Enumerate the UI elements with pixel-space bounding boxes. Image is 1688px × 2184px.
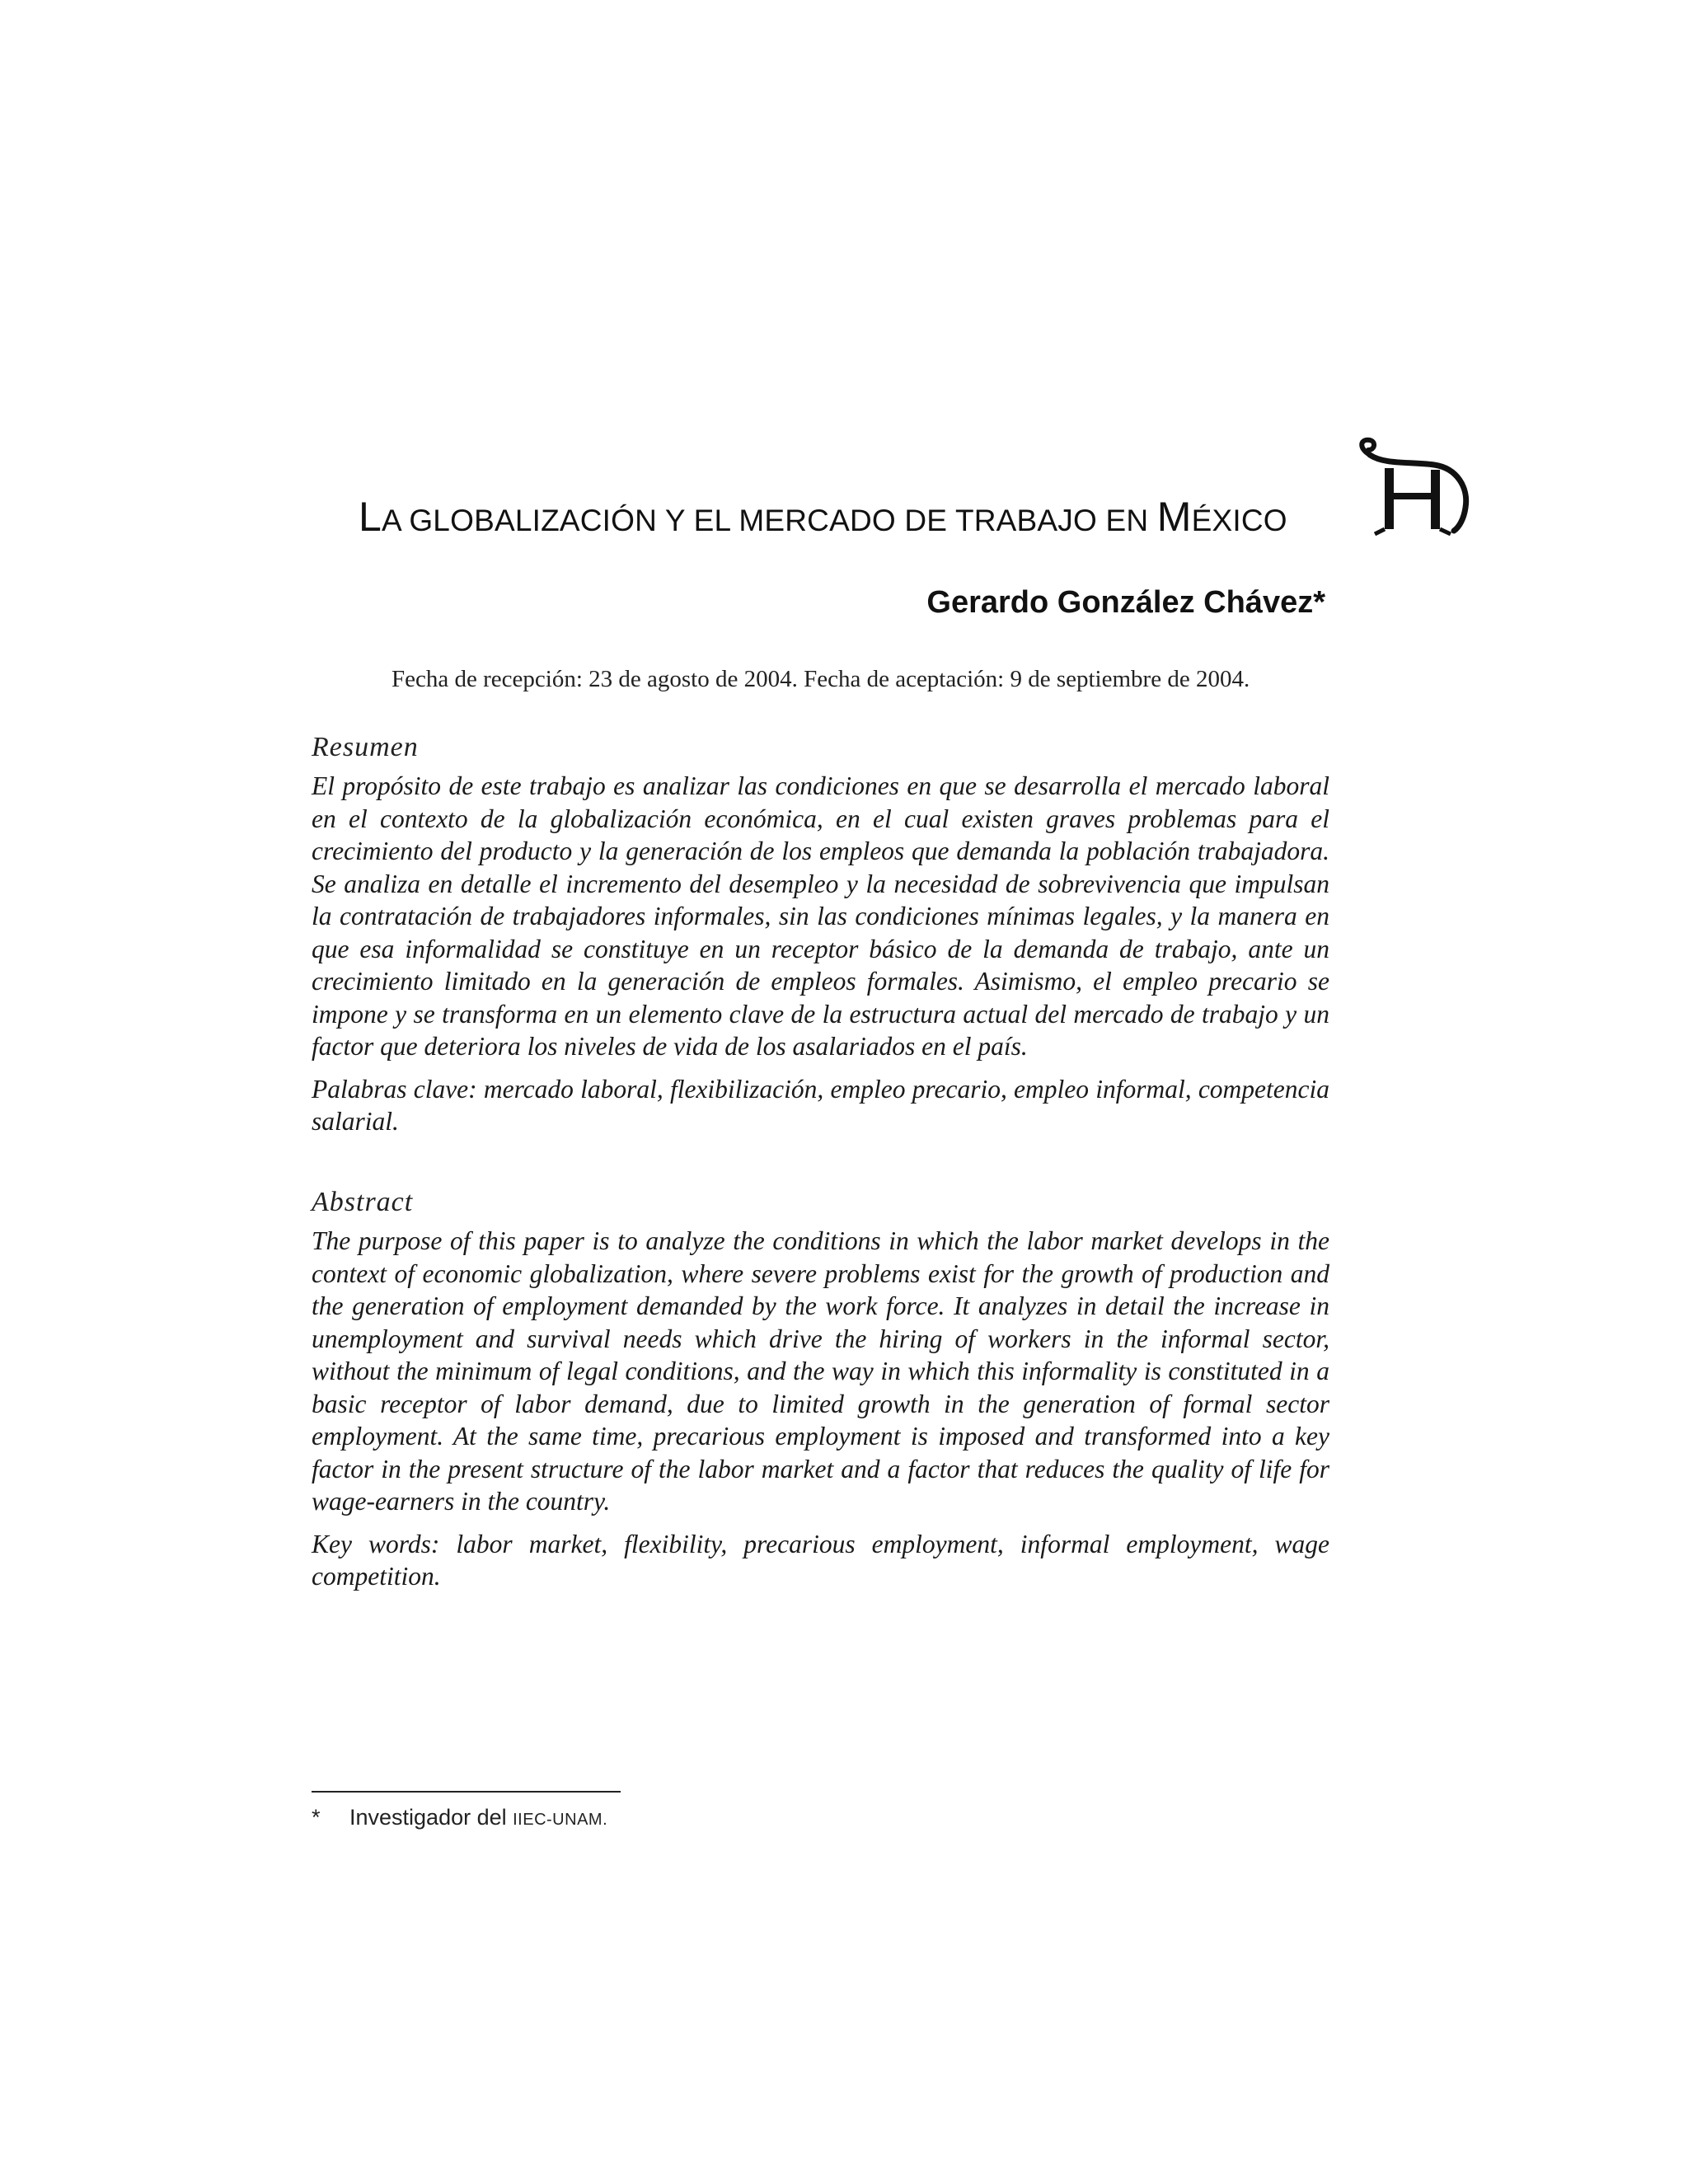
paper-title bbox=[359, 493, 1348, 541]
author-name: Gerardo González Chávez* bbox=[926, 585, 1325, 620]
footnote-institution: IIEC-UNAM. bbox=[513, 1811, 608, 1829]
resumen-section bbox=[312, 732, 1329, 1138]
abstract-keywords: Key words: labor market, flexibility, precarious employment, informal employment, wage competition. bbox=[312, 1529, 1329, 1591]
resumen-keywords: Palabras clave: mercado laboral, flexibilización, empleo precario, empleo informal, competencia salarial. bbox=[312, 1074, 1329, 1136]
resumen-body: El propósito de este trabajo es analizar las condiciones en que se desarrolla el mercado laboral en el contexto de la globalización económica, en el cual existen graves problemas para el crecimiento del producto y la generación de los empleos que demanda la población trabajadora. Se analiza en detalle el incremento del desempleo y la necesidad de sobrevivencia que impulsan la contratación de trabajadores informales, sin las condiciones mínimas legales, y la manera en que esa informalidad se constituye en un receptor básico de la demanda de trabajo, ante un crecimiento limitado en la generación de empleos formales. Asimismo, el empleo precario se impone y se transforma en un elemento clave de la estructura actual del mercado de trabajo y un factor que deteriora los niveles de vida de los asalariados en el país. bbox=[312, 771, 1329, 1061]
abstract-section bbox=[312, 1187, 1329, 1593]
resumen-heading: Resumen bbox=[312, 732, 419, 762]
abstract-heading: Abstract bbox=[312, 1187, 414, 1217]
abstract-body: The purpose of this paper is to analyze the conditions in which the labor market develops in the context of economic globalization, where severe problems exist for the growth of production and the generation of employment demanded by the work force. It analyzes in detail the increase in unemployment and survival needs which drive the hiring of workers in the informal sector, without the minimum of legal conditions, and the way in which this informality is constituted in a basic receptor of labor demand, due to limited growth in the generation of formal sector employment. At the same time, precarious employment is imposed and transformed into a key factor in the present structure of the labor market and a factor that reduces the quality of life for wage-earners in the country. bbox=[312, 1226, 1329, 1516]
footnote-mark: * bbox=[312, 1805, 321, 1830]
title-text-part1: A GLOBALIZACIÓN Y EL MERCADO DE TRABAJO EN bbox=[382, 504, 1157, 537]
footnote-text: Investigador del bbox=[349, 1805, 513, 1830]
reception-dates: Fecha de recepción: 23 de agosto de 2004. Fecha de aceptación: 9 de septiembre de 2004. bbox=[392, 666, 1250, 692]
title-text-part2: ÉXICO bbox=[1191, 504, 1287, 537]
footnote-divider bbox=[312, 1791, 621, 1793]
journal-emblem-icon bbox=[1352, 437, 1475, 536]
title-second-cap: M bbox=[1156, 494, 1192, 540]
title-initial-cap: L bbox=[359, 494, 382, 540]
footnote bbox=[312, 1805, 607, 1830]
